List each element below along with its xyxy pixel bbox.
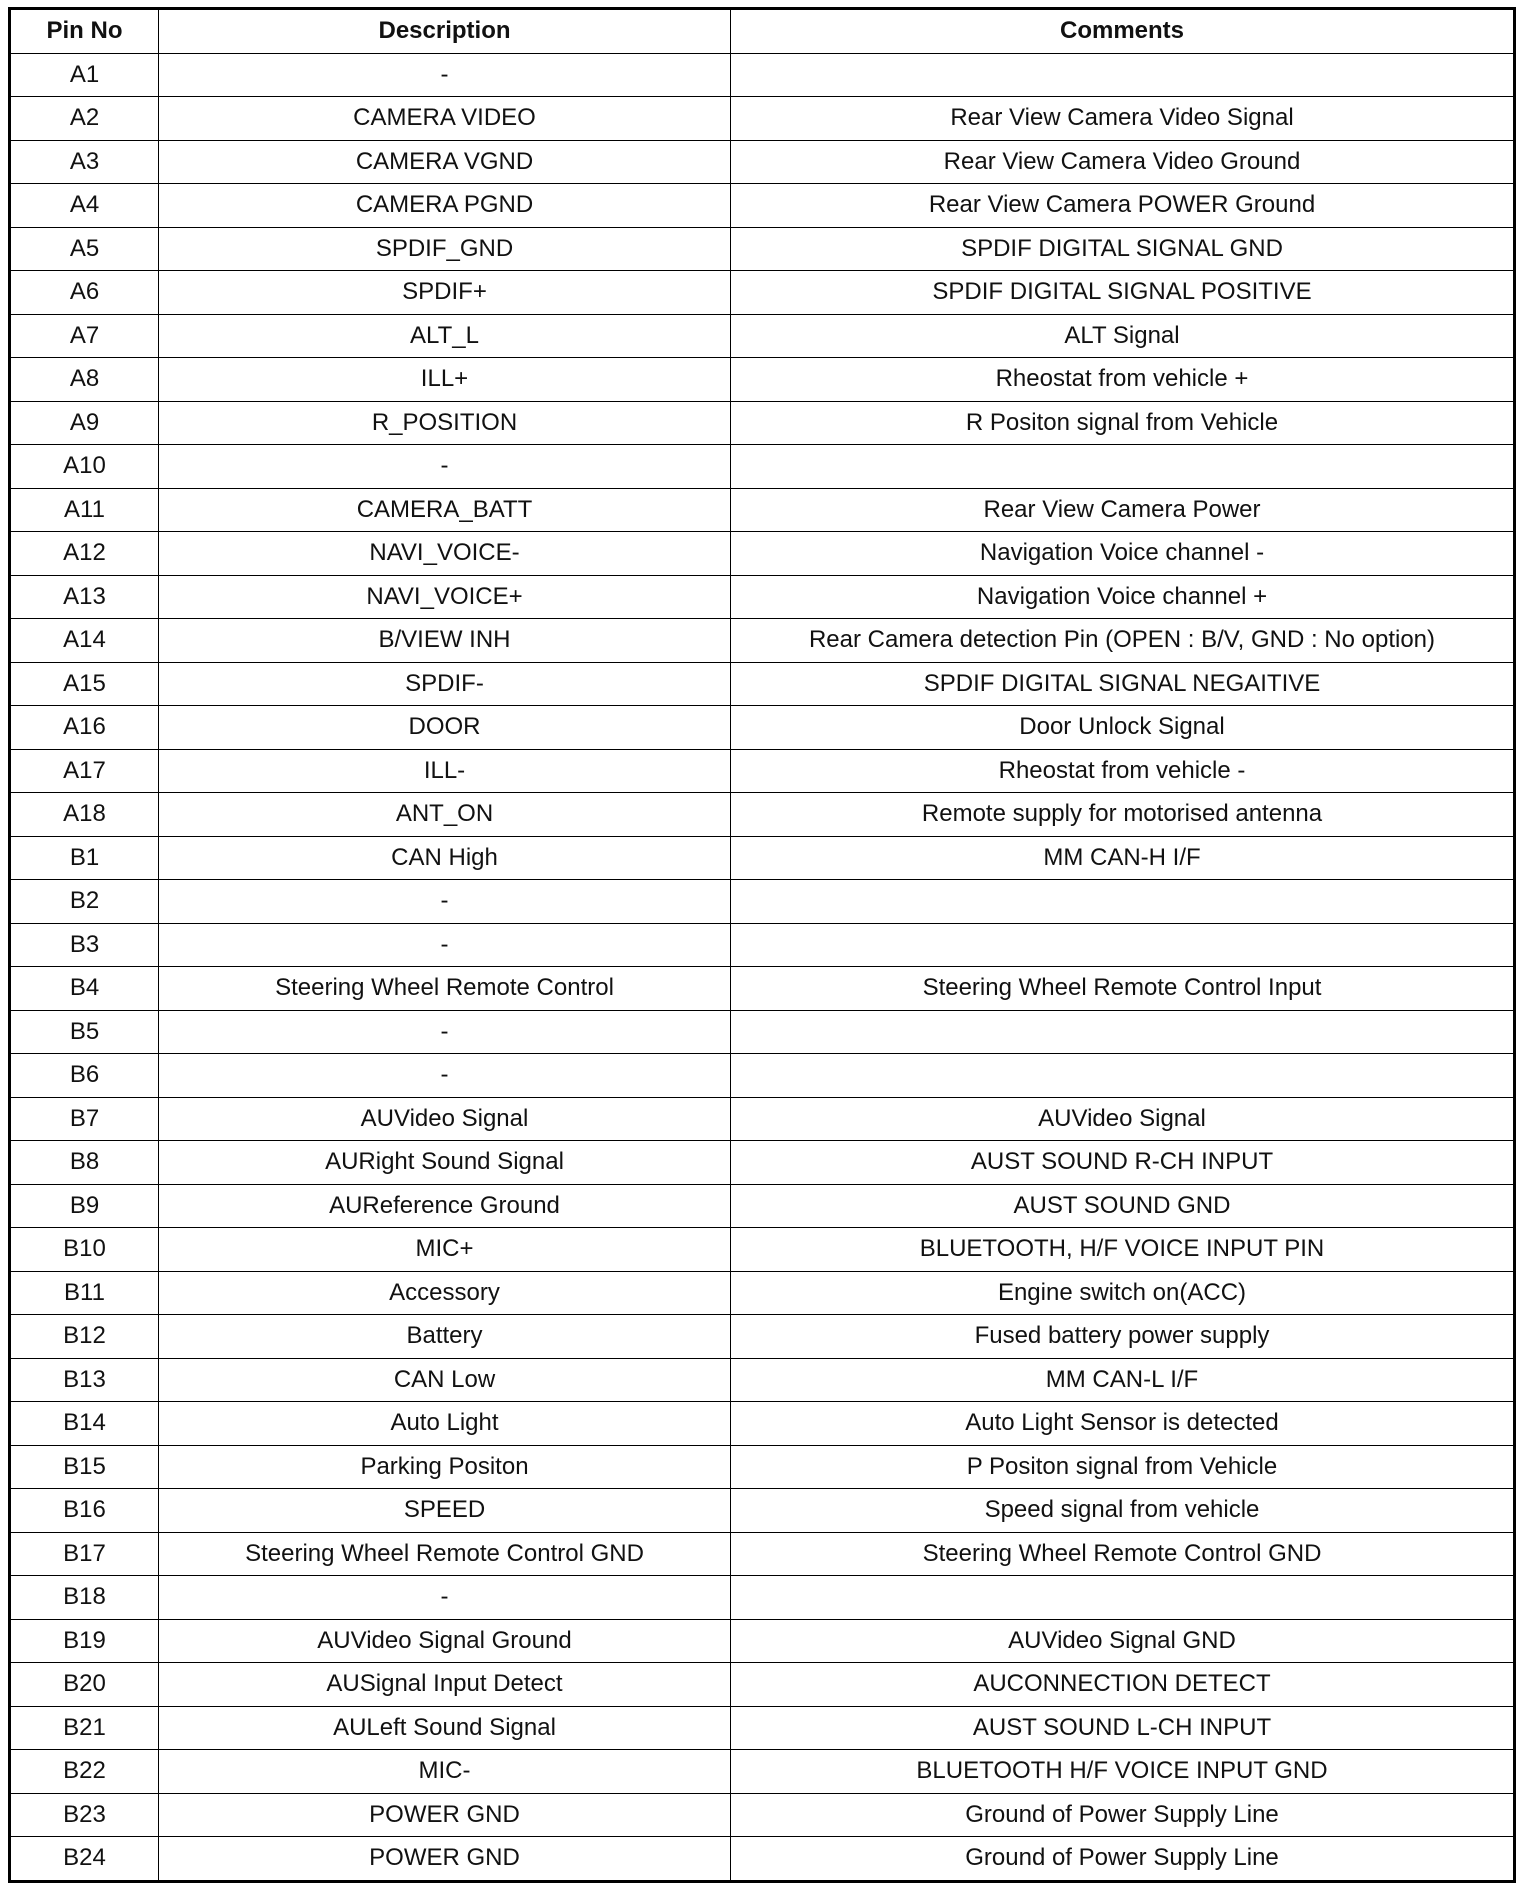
table-row (10, 880, 1515, 924)
pin-number-cell: A15 (10, 662, 159, 706)
comments-cell: AUVideo Signal GND (731, 1619, 1515, 1663)
description-cell: - (159, 1010, 731, 1054)
description-cell: ILL- (159, 749, 731, 793)
description-cell: SPDIF- (159, 662, 731, 706)
comments-cell: SPDIF DIGITAL SIGNAL NEGAITIVE (731, 662, 1515, 706)
description-cell: Battery (159, 1315, 731, 1359)
table-row (10, 619, 1515, 663)
comments-cell: Rheostat from vehicle + (731, 358, 1515, 402)
pin-number-cell: B4 (10, 967, 159, 1011)
pin-number-cell: B9 (10, 1184, 159, 1228)
pin-number-cell: A1 (10, 53, 159, 97)
description-cell: AULeft Sound Signal (159, 1706, 731, 1750)
description-cell: NAVI_VOICE+ (159, 575, 731, 619)
table-row (10, 140, 1515, 184)
description-cell: CAN Low (159, 1358, 731, 1402)
pin-number-cell: A13 (10, 575, 159, 619)
table-row (10, 1228, 1515, 1272)
description-cell: B/VIEW INH (159, 619, 731, 663)
table-row (10, 575, 1515, 619)
comments-cell: AUST SOUND GND (731, 1184, 1515, 1228)
description-cell: ALT_L (159, 314, 731, 358)
pin-number-cell: B8 (10, 1141, 159, 1185)
pin-number-cell: A7 (10, 314, 159, 358)
comments-cell: AUST SOUND L-CH INPUT (731, 1706, 1515, 1750)
table-row (10, 271, 1515, 315)
table-row (10, 1750, 1515, 1794)
comments-cell: Rear View Camera POWER Ground (731, 184, 1515, 228)
pin-number-cell: A3 (10, 140, 159, 184)
comments-cell (731, 880, 1515, 924)
table-row (10, 1532, 1515, 1576)
description-cell: SPEED (159, 1489, 731, 1533)
comments-cell (731, 1054, 1515, 1098)
comments-cell: AUCONNECTION DETECT (731, 1663, 1515, 1707)
comments-cell: AUST SOUND R-CH INPUT (731, 1141, 1515, 1185)
comments-cell (731, 1010, 1515, 1054)
description-cell: CAMERA VGND (159, 140, 731, 184)
description-cell: DOOR (159, 706, 731, 750)
description-cell: - (159, 1576, 731, 1620)
comments-cell: Rheostat from vehicle - (731, 749, 1515, 793)
table-body (10, 53, 1515, 1881)
pin-number-cell: B19 (10, 1619, 159, 1663)
pin-number-cell: A10 (10, 445, 159, 489)
table-row (10, 53, 1515, 97)
table-row (10, 706, 1515, 750)
pin-number-cell: A8 (10, 358, 159, 402)
description-cell: Parking Positon (159, 1445, 731, 1489)
comments-cell: Navigation Voice channel - (731, 532, 1515, 576)
table-row (10, 836, 1515, 880)
table-row (10, 1793, 1515, 1837)
comments-cell: Speed signal from vehicle (731, 1489, 1515, 1533)
comments-cell: BLUETOOTH, H/F VOICE INPUT PIN (731, 1228, 1515, 1272)
description-cell: MIC- (159, 1750, 731, 1794)
comments-cell: Rear View Camera Video Ground (731, 140, 1515, 184)
table-row (10, 1402, 1515, 1446)
comments-cell (731, 445, 1515, 489)
table-row (10, 1576, 1515, 1620)
table-row (10, 967, 1515, 1011)
pin-number-cell: A14 (10, 619, 159, 663)
pin-number-cell: A9 (10, 401, 159, 445)
pin-number-cell: A4 (10, 184, 159, 228)
table-row (10, 793, 1515, 837)
comments-cell: MM CAN-H I/F (731, 836, 1515, 880)
description-cell: - (159, 53, 731, 97)
comments-cell: R Positon signal from Vehicle (731, 401, 1515, 445)
description-cell: MIC+ (159, 1228, 731, 1272)
pin-number-cell: A12 (10, 532, 159, 576)
comments-cell: SPDIF DIGITAL SIGNAL GND (731, 227, 1515, 271)
comments-cell: Ground of Power Supply Line (731, 1837, 1515, 1882)
comments-cell: Door Unlock Signal (731, 706, 1515, 750)
pin-number-cell: B20 (10, 1663, 159, 1707)
comments-cell: SPDIF DIGITAL SIGNAL POSITIVE (731, 271, 1515, 315)
table-row (10, 1054, 1515, 1098)
comments-cell: Navigation Voice channel + (731, 575, 1515, 619)
pin-number-cell: A2 (10, 97, 159, 141)
comments-cell: Fused battery power supply (731, 1315, 1515, 1359)
table-row (10, 1489, 1515, 1533)
comments-cell: Auto Light Sensor is detected (731, 1402, 1515, 1446)
comments-cell: Engine switch on(ACC) (731, 1271, 1515, 1315)
comments-cell: Ground of Power Supply Line (731, 1793, 1515, 1837)
table-row (10, 1837, 1515, 1882)
pin-number-cell: B21 (10, 1706, 159, 1750)
table-row (10, 1184, 1515, 1228)
pin-number-cell: B2 (10, 880, 159, 924)
table-row (10, 184, 1515, 228)
description-cell: SPDIF+ (159, 271, 731, 315)
pin-number-cell: B5 (10, 1010, 159, 1054)
comments-cell: ALT Signal (731, 314, 1515, 358)
description-cell: AUVideo Signal Ground (159, 1619, 731, 1663)
pin-number-cell: B12 (10, 1315, 159, 1359)
table-row (10, 227, 1515, 271)
comments-cell (731, 1576, 1515, 1620)
table-row (10, 401, 1515, 445)
pin-number-cell: B11 (10, 1271, 159, 1315)
header-pin-no: Pin No (10, 9, 159, 54)
description-cell: AUSignal Input Detect (159, 1663, 731, 1707)
pin-number-cell: A5 (10, 227, 159, 271)
comments-cell: Rear Camera detection Pin (OPEN : B/V, GND : No option) (731, 619, 1515, 663)
comments-cell: Rear View Camera Video Signal (731, 97, 1515, 141)
comments-cell: P Positon signal from Vehicle (731, 1445, 1515, 1489)
pin-number-cell: A16 (10, 706, 159, 750)
table-row (10, 1315, 1515, 1359)
table-row (10, 1271, 1515, 1315)
table-row (10, 1663, 1515, 1707)
table-row (10, 314, 1515, 358)
table-row (10, 662, 1515, 706)
header-description: Description (159, 9, 731, 54)
table-row (10, 923, 1515, 967)
description-cell: POWER GND (159, 1793, 731, 1837)
pin-number-cell: B13 (10, 1358, 159, 1402)
description-cell: NAVI_VOICE- (159, 532, 731, 576)
description-cell: AUReference Ground (159, 1184, 731, 1228)
description-cell: - (159, 880, 731, 924)
table-row (10, 749, 1515, 793)
comments-cell: AUVideo Signal (731, 1097, 1515, 1141)
comments-cell: MM CAN-L I/F (731, 1358, 1515, 1402)
description-cell: POWER GND (159, 1837, 731, 1882)
comments-cell: Steering Wheel Remote Control Input (731, 967, 1515, 1011)
description-cell: ILL+ (159, 358, 731, 402)
description-cell: AURight Sound Signal (159, 1141, 731, 1185)
header-comments: Comments (731, 9, 1515, 54)
pin-number-cell: B17 (10, 1532, 159, 1576)
description-cell: ANT_ON (159, 793, 731, 837)
description-cell: CAMERA PGND (159, 184, 731, 228)
comments-cell: Steering Wheel Remote Control GND (731, 1532, 1515, 1576)
pin-number-cell: B23 (10, 1793, 159, 1837)
comments-cell (731, 923, 1515, 967)
description-cell: Steering Wheel Remote Control GND (159, 1532, 731, 1576)
pin-number-cell: A17 (10, 749, 159, 793)
comments-cell (731, 53, 1515, 97)
pin-number-cell: B14 (10, 1402, 159, 1446)
pin-assignment-table (8, 7, 1516, 1883)
pin-number-cell: B3 (10, 923, 159, 967)
description-cell: Auto Light (159, 1402, 731, 1446)
pin-number-cell: B18 (10, 1576, 159, 1620)
table-row (10, 97, 1515, 141)
table-row (10, 1141, 1515, 1185)
pin-number-cell: B1 (10, 836, 159, 880)
pin-number-cell: A18 (10, 793, 159, 837)
pin-number-cell: B7 (10, 1097, 159, 1141)
pin-number-cell: A11 (10, 488, 159, 532)
comments-cell: Rear View Camera Power (731, 488, 1515, 532)
table-row (10, 1097, 1515, 1141)
table-row (10, 488, 1515, 532)
description-cell: Steering Wheel Remote Control (159, 967, 731, 1011)
description-cell: - (159, 1054, 731, 1098)
pin-number-cell: B6 (10, 1054, 159, 1098)
description-cell: AUVideo Signal (159, 1097, 731, 1141)
table-header-row (10, 9, 1515, 54)
table-row (10, 1010, 1515, 1054)
description-cell: SPDIF_GND (159, 227, 731, 271)
pin-number-cell: B16 (10, 1489, 159, 1533)
description-cell: - (159, 923, 731, 967)
table-row (10, 1619, 1515, 1663)
description-cell: CAN High (159, 836, 731, 880)
table-row (10, 1706, 1515, 1750)
table-row (10, 1358, 1515, 1402)
pin-number-cell: A6 (10, 271, 159, 315)
description-cell: CAMERA VIDEO (159, 97, 731, 141)
description-cell: - (159, 445, 731, 489)
comments-cell: Remote supply for motorised antenna (731, 793, 1515, 837)
description-cell: Accessory (159, 1271, 731, 1315)
pin-number-cell: B15 (10, 1445, 159, 1489)
pin-number-cell: B10 (10, 1228, 159, 1272)
table-row (10, 532, 1515, 576)
description-cell: CAMERA_BATT (159, 488, 731, 532)
pin-number-cell: B24 (10, 1837, 159, 1882)
table-row (10, 445, 1515, 489)
table-row (10, 1445, 1515, 1489)
pin-number-cell: B22 (10, 1750, 159, 1794)
comments-cell: BLUETOOTH H/F VOICE INPUT GND (731, 1750, 1515, 1794)
description-cell: R_POSITION (159, 401, 731, 445)
table-row (10, 358, 1515, 402)
